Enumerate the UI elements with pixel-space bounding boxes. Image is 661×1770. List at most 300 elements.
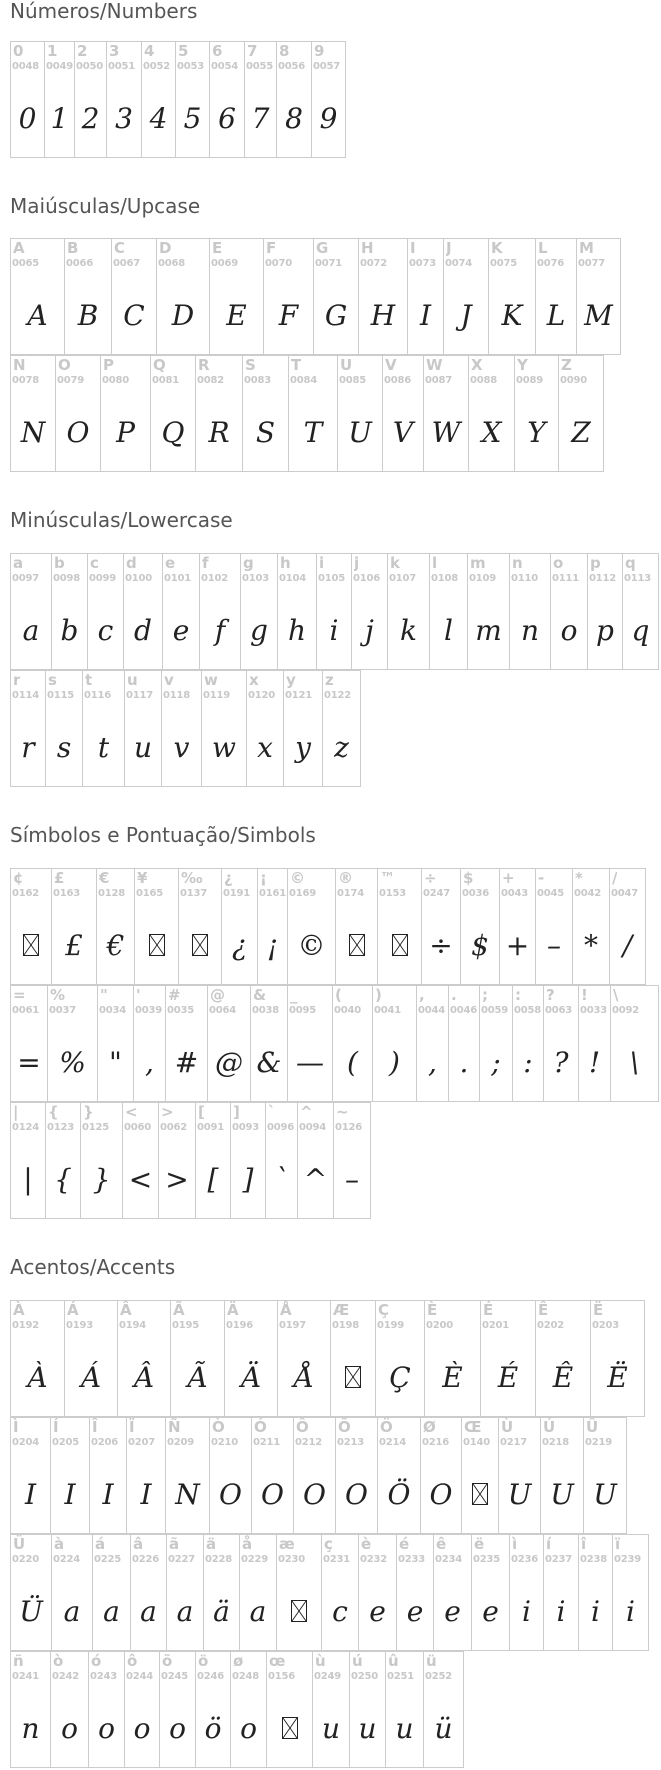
character-code: 0225 bbox=[94, 1554, 122, 1565]
character-label: ! bbox=[581, 986, 588, 1004]
character-label: } bbox=[83, 1103, 94, 1121]
glyph-cell bbox=[382, 355, 424, 472]
glyph-sample: \ bbox=[629, 1045, 640, 1079]
glyph-cell bbox=[330, 1300, 376, 1417]
missing-glyph-icon bbox=[336, 915, 377, 975]
glyph-sample: . bbox=[459, 1045, 469, 1079]
glyph-cell bbox=[514, 355, 559, 472]
character-label: à bbox=[54, 1535, 65, 1553]
character-code: 0035 bbox=[167, 1005, 195, 1016]
glyph-sample: c bbox=[97, 613, 114, 647]
character-label: u bbox=[127, 671, 138, 689]
glyph-row bbox=[10, 1417, 648, 1534]
glyph-cell bbox=[244, 41, 277, 158]
character-label: b bbox=[54, 554, 65, 572]
glyph-row bbox=[10, 868, 658, 985]
glyph-cell bbox=[288, 355, 338, 472]
character-label: 2 bbox=[77, 42, 88, 60]
glyph-sample: @ bbox=[215, 1045, 243, 1079]
character-code: 0060 bbox=[124, 1122, 152, 1133]
glyph-sample: ! bbox=[588, 1045, 601, 1079]
glyph-sample: Â bbox=[133, 1360, 155, 1394]
character-code: 0086 bbox=[384, 375, 412, 386]
glyph-cell bbox=[96, 868, 135, 985]
glyph-cell bbox=[209, 1417, 252, 1534]
glyph-sample: É bbox=[497, 1360, 519, 1394]
glyph-sample: y bbox=[295, 730, 311, 764]
glyph-cell bbox=[587, 553, 623, 670]
glyph-cell bbox=[396, 1534, 434, 1651]
glyph-sample: a bbox=[63, 1594, 81, 1628]
character-code: 0054 bbox=[211, 61, 239, 72]
character-label: O bbox=[58, 356, 71, 374]
glyph-sample: 5 bbox=[183, 101, 202, 135]
character-label: ÷ bbox=[424, 869, 437, 887]
glyph-cell bbox=[88, 1651, 125, 1768]
character-code: 0051 bbox=[108, 61, 136, 72]
character-label: Á bbox=[67, 1301, 79, 1319]
character-label: # bbox=[168, 986, 181, 1004]
character-label: ¿ bbox=[224, 869, 233, 887]
character-code: 0037 bbox=[49, 1005, 77, 1016]
character-label: G bbox=[316, 239, 329, 257]
section-title-upcase: Maiúsculas/Upcase bbox=[10, 194, 201, 218]
glyph-sample: 3 bbox=[115, 101, 133, 135]
character-label: é bbox=[399, 1535, 410, 1553]
glyph-sample: Ö bbox=[387, 1477, 411, 1511]
glyph-cell bbox=[283, 670, 323, 787]
character-label: Ø bbox=[423, 1418, 436, 1436]
glyph-cell bbox=[44, 41, 75, 158]
glyph-cell bbox=[358, 1534, 397, 1651]
glyph-sample: ` bbox=[274, 1162, 289, 1196]
character-label: ` bbox=[268, 1103, 276, 1121]
glyph-sample: g bbox=[250, 613, 268, 647]
character-label: Ç bbox=[378, 1301, 390, 1319]
glyph-sample: % bbox=[59, 1045, 86, 1079]
character-code: 0049 bbox=[46, 61, 74, 72]
character-label: 0 bbox=[13, 42, 24, 60]
character-code: 0201 bbox=[482, 1320, 510, 1331]
character-label: ~ bbox=[336, 1103, 349, 1121]
glyph-sample: u bbox=[133, 730, 153, 764]
glyph-sample: W bbox=[431, 415, 461, 449]
glyph-cell bbox=[130, 1534, 167, 1651]
character-label: g bbox=[243, 554, 254, 572]
glyph-sample: Z bbox=[571, 415, 591, 449]
glyph-cell bbox=[349, 1651, 386, 1768]
glyph-sample: ; bbox=[491, 1045, 501, 1079]
glyph-cell bbox=[321, 1534, 359, 1651]
character-code: 0114 bbox=[12, 690, 40, 701]
glyph-sample: h bbox=[287, 613, 307, 647]
character-label: ¡ bbox=[260, 869, 267, 887]
character-code: 0153 bbox=[379, 888, 407, 899]
glyph-sample: n bbox=[21, 1711, 40, 1745]
glyph-sample: K bbox=[501, 298, 523, 332]
character-label: p bbox=[590, 554, 601, 572]
character-label: o bbox=[553, 554, 564, 572]
character-code: 0122 bbox=[324, 690, 352, 701]
glyph-cell bbox=[126, 1417, 166, 1534]
character-code: 0112 bbox=[589, 573, 617, 584]
character-code: 0047 bbox=[611, 888, 639, 899]
section-title-accents: Acentos/Accents bbox=[10, 1255, 176, 1279]
character-code: 0102 bbox=[201, 573, 229, 584]
character-code: 0068 bbox=[158, 258, 186, 269]
glyph-sample: V bbox=[392, 415, 414, 449]
character-code: 0097 bbox=[12, 573, 40, 584]
glyph-cell bbox=[159, 1651, 196, 1768]
character-code: 0232 bbox=[360, 1554, 388, 1565]
character-label: @ bbox=[210, 986, 225, 1004]
glyph-cell bbox=[276, 41, 312, 158]
character-code: 0040 bbox=[334, 1005, 362, 1016]
character-label: € bbox=[99, 869, 110, 887]
character-code: 0071 bbox=[315, 258, 343, 269]
character-label: 4 bbox=[144, 42, 155, 60]
character-label: Ï bbox=[129, 1418, 135, 1436]
glyph-sample: t bbox=[97, 730, 110, 764]
glyph-cell bbox=[423, 1651, 464, 1768]
character-label: ó bbox=[91, 1652, 102, 1670]
glyph-row bbox=[10, 1651, 648, 1768]
glyph-sample: * bbox=[584, 928, 598, 962]
character-label: Î bbox=[92, 1418, 98, 1436]
character-code: 0109 bbox=[469, 573, 497, 584]
glyph-sample: ) bbox=[389, 1045, 400, 1079]
glyph-sample: [ bbox=[207, 1162, 219, 1196]
character-code: 0244 bbox=[126, 1671, 154, 1682]
character-code: 0203 bbox=[592, 1320, 620, 1331]
character-code: 0084 bbox=[290, 375, 318, 386]
character-label: F bbox=[266, 239, 277, 257]
glyph-sample: q bbox=[631, 613, 650, 647]
section-title-numbers: Números/Numbers bbox=[10, 0, 198, 23]
character-code: 0061 bbox=[12, 1005, 40, 1016]
glyph-row bbox=[10, 1102, 658, 1219]
character-label: 7 bbox=[247, 42, 258, 60]
glyph-sample: 9 bbox=[319, 101, 338, 135]
character-label: v bbox=[164, 671, 174, 689]
character-code: 0036 bbox=[462, 888, 490, 899]
character-code: 0057 bbox=[313, 61, 341, 72]
character-label: * bbox=[575, 869, 583, 887]
glyph-sample: o bbox=[98, 1711, 115, 1745]
character-label: ú bbox=[352, 1652, 363, 1670]
character-label: ™ bbox=[380, 869, 395, 887]
character-code: 0108 bbox=[431, 573, 459, 584]
character-label: T bbox=[291, 356, 302, 374]
glyph-cell bbox=[209, 41, 245, 158]
character-label: A bbox=[13, 239, 25, 257]
glyph-cell bbox=[535, 868, 573, 985]
character-label: É bbox=[483, 1301, 494, 1319]
glyph-sample: e bbox=[172, 613, 190, 647]
character-code: 0216 bbox=[422, 1437, 450, 1448]
character-code: 0237 bbox=[545, 1554, 573, 1565]
character-label: Ù bbox=[501, 1418, 514, 1436]
character-label: W bbox=[426, 356, 443, 374]
glyph-row bbox=[10, 1534, 648, 1651]
character-label: Ä bbox=[227, 1301, 239, 1319]
character-code: 0227 bbox=[168, 1554, 196, 1565]
character-code: 0033 bbox=[580, 1005, 608, 1016]
glyph-cell bbox=[195, 1102, 231, 1219]
glyph-sample: x bbox=[257, 730, 273, 764]
character-label: ' bbox=[136, 986, 141, 1004]
character-code: 0101 bbox=[164, 573, 192, 584]
glyph-sample: # bbox=[174, 1045, 199, 1079]
glyph-cell bbox=[199, 553, 241, 670]
character-label: À bbox=[13, 1301, 25, 1319]
glyph-cell bbox=[480, 1300, 536, 1417]
glyph-sample: T bbox=[303, 415, 323, 449]
character-code: 0038 bbox=[252, 1005, 280, 1016]
character-code: 0193 bbox=[66, 1320, 94, 1331]
character-code: 0066 bbox=[66, 258, 94, 269]
glyph-row bbox=[10, 670, 658, 787]
glyph-cell bbox=[106, 41, 142, 158]
character-label: á bbox=[95, 1535, 106, 1553]
glyph-sample: | bbox=[23, 1162, 33, 1196]
character-code: 0140 bbox=[463, 1437, 491, 1448]
glyph-cell bbox=[471, 1534, 510, 1651]
character-label: f bbox=[202, 554, 209, 572]
glyph-sample: D bbox=[171, 298, 195, 332]
glyph-cell bbox=[322, 670, 361, 787]
symbols-grid bbox=[10, 868, 658, 1219]
glyph-sample: B bbox=[77, 298, 99, 332]
character-label: â bbox=[133, 1535, 144, 1553]
character-label: M bbox=[579, 239, 594, 257]
glyph-cell bbox=[195, 1651, 231, 1768]
character-code: 0121 bbox=[285, 690, 313, 701]
glyph-cell bbox=[166, 1534, 204, 1651]
glyph-sample: Ç bbox=[389, 1360, 411, 1394]
glyph-sample: R bbox=[208, 415, 230, 449]
character-code: 0113 bbox=[624, 573, 652, 584]
glyph-sample: M bbox=[584, 298, 613, 332]
glyph-cell bbox=[257, 868, 288, 985]
character-code: 0070 bbox=[265, 258, 293, 269]
glyph-cell bbox=[375, 1300, 425, 1417]
glyph-sample: > bbox=[165, 1162, 189, 1196]
character-code: 0055 bbox=[246, 61, 274, 72]
character-code: 0230 bbox=[278, 1554, 306, 1565]
glyph-cell bbox=[372, 985, 417, 1102]
glyph-cell bbox=[97, 985, 134, 1102]
glyph-cell bbox=[10, 670, 46, 787]
section-title-symbols: Símbolos e Pontuação/Simbols bbox=[10, 823, 316, 847]
glyph-cell bbox=[263, 238, 314, 355]
character-code: 0123 bbox=[47, 1122, 75, 1133]
character-label: î bbox=[581, 1535, 587, 1553]
character-label: + bbox=[502, 869, 515, 887]
character-label: Ì bbox=[13, 1418, 19, 1436]
glyph-sample: — bbox=[296, 1045, 324, 1079]
character-label: Q bbox=[153, 356, 166, 374]
glyph-sample: Ã bbox=[187, 1360, 208, 1394]
missing-glyph-icon bbox=[135, 915, 178, 975]
glyph-sample: 8 bbox=[285, 101, 303, 135]
glyph-cell bbox=[195, 355, 243, 472]
glyph-cell bbox=[100, 355, 151, 472]
character-code: 0219 bbox=[585, 1437, 613, 1448]
glyph-cell bbox=[207, 985, 251, 1102]
glyph-cell bbox=[333, 1102, 371, 1219]
glyph-sample: e bbox=[369, 1594, 386, 1628]
character-code: 0217 bbox=[500, 1437, 528, 1448]
glyph-row bbox=[10, 238, 620, 355]
glyph-cell bbox=[448, 985, 480, 1102]
glyph-sample: C bbox=[123, 298, 145, 332]
character-label: w bbox=[204, 671, 218, 689]
character-label: Â bbox=[120, 1301, 132, 1319]
glyph-cell bbox=[461, 1417, 499, 1534]
glyph-cell bbox=[509, 1534, 544, 1651]
character-label: ^ bbox=[300, 1103, 313, 1121]
character-label: D bbox=[159, 239, 172, 257]
glyph-cell bbox=[311, 41, 346, 158]
character-code: 0046 bbox=[450, 1005, 478, 1016]
glyph-cell bbox=[150, 355, 196, 472]
glyph-cell bbox=[201, 670, 247, 787]
character-label: ä bbox=[206, 1535, 217, 1553]
glyph-cell bbox=[612, 1534, 649, 1651]
character-label: ì bbox=[512, 1535, 518, 1553]
character-code: 0094 bbox=[299, 1122, 327, 1133]
character-code: 0238 bbox=[580, 1554, 608, 1565]
character-label: \ bbox=[613, 986, 619, 1004]
glyph-sample: o bbox=[133, 1711, 151, 1745]
glyph-cell bbox=[10, 355, 56, 472]
glyph-sample: = bbox=[17, 1045, 41, 1079]
glyph-cell bbox=[479, 985, 513, 1102]
glyph-cell bbox=[221, 868, 258, 985]
glyph-sample: Y bbox=[527, 415, 546, 449]
character-code: 0204 bbox=[12, 1437, 40, 1448]
character-code: 0247 bbox=[423, 888, 451, 899]
character-code: 0044 bbox=[418, 1005, 446, 1016]
character-code: 0089 bbox=[516, 375, 544, 386]
character-label: m bbox=[470, 554, 486, 572]
character-label: õ bbox=[162, 1652, 173, 1670]
glyph-row bbox=[10, 1300, 648, 1417]
glyph-cell bbox=[429, 553, 468, 670]
character-label: Ñ bbox=[168, 1418, 181, 1436]
glyph-sample: À bbox=[27, 1360, 48, 1394]
character-label: U bbox=[340, 356, 353, 374]
glyph-sample: I bbox=[419, 298, 432, 332]
glyph-cell bbox=[287, 868, 336, 985]
glyph-sample: + bbox=[505, 928, 530, 962]
character-label: £ bbox=[54, 869, 65, 887]
glyph-sample: $ bbox=[471, 928, 489, 962]
character-label: q bbox=[625, 554, 636, 572]
glyph-cell bbox=[47, 985, 98, 1102]
character-code: 0118 bbox=[163, 690, 191, 701]
character-label: B bbox=[67, 239, 79, 257]
character-code: 0059 bbox=[481, 1005, 509, 1016]
character-label: C bbox=[114, 239, 126, 257]
character-code: 0194 bbox=[119, 1320, 147, 1331]
glyph-sample: E bbox=[226, 298, 247, 332]
glyph-cell bbox=[74, 41, 107, 158]
character-code: 0239 bbox=[614, 1554, 642, 1565]
glyph-cell bbox=[10, 553, 52, 670]
character-code: 0231 bbox=[323, 1554, 351, 1565]
character-label: z bbox=[325, 671, 334, 689]
character-code: 0192 bbox=[12, 1320, 40, 1331]
glyph-sample: £ bbox=[65, 928, 83, 962]
character-code: 0077 bbox=[578, 258, 606, 269]
character-code: 0100 bbox=[125, 573, 153, 584]
glyph-sample: , bbox=[145, 1045, 154, 1079]
glyph-cell bbox=[134, 868, 179, 985]
character-label: Ë bbox=[593, 1301, 604, 1319]
character-code: 0064 bbox=[209, 1005, 237, 1016]
glyph-sample: m bbox=[475, 613, 502, 647]
glyph-cell bbox=[297, 1102, 334, 1219]
glyph-sample: I bbox=[102, 1477, 114, 1511]
character-label: ö bbox=[198, 1652, 209, 1670]
glyph-sample: O bbox=[429, 1477, 453, 1511]
character-label: ù bbox=[315, 1652, 326, 1670]
glyph-row bbox=[10, 985, 658, 1102]
glyph-sample: l bbox=[444, 613, 453, 647]
character-code: 0224 bbox=[53, 1554, 81, 1565]
character-label: ç bbox=[324, 1535, 333, 1553]
glyph-sample: c bbox=[332, 1594, 348, 1628]
character-code: 0241 bbox=[12, 1671, 40, 1682]
glyph-cell bbox=[230, 1102, 266, 1219]
character-label: y bbox=[286, 671, 296, 689]
character-code: 0053 bbox=[177, 61, 205, 72]
glyph-sample: : bbox=[523, 1045, 533, 1079]
character-label: ø bbox=[233, 1652, 244, 1670]
character-code: 0228 bbox=[205, 1554, 233, 1565]
glyph-row bbox=[10, 553, 658, 670]
upcase-grid bbox=[10, 238, 620, 472]
glyph-cell bbox=[209, 238, 264, 355]
glyph-cell bbox=[578, 1534, 613, 1651]
character-code: 0085 bbox=[339, 375, 367, 386]
character-code: 0161 bbox=[259, 888, 287, 899]
glyph-sample: L bbox=[546, 298, 566, 332]
glyph-sample: ÷ bbox=[429, 928, 453, 962]
glyph-sample: v bbox=[173, 730, 190, 764]
character-label: ¥ bbox=[137, 869, 148, 887]
glyph-sample: © bbox=[297, 928, 326, 962]
character-code: 0079 bbox=[57, 375, 85, 386]
character-code: 0165 bbox=[136, 888, 164, 899]
glyph-cell bbox=[622, 553, 659, 670]
glyph-cell bbox=[460, 868, 500, 985]
character-code: 0210 bbox=[211, 1437, 239, 1448]
glyph-cell bbox=[498, 1417, 541, 1534]
character-label: { bbox=[48, 1103, 59, 1121]
character-label: H bbox=[361, 239, 374, 257]
glyph-cell bbox=[578, 985, 611, 1102]
glyph-sample: 1 bbox=[50, 101, 69, 135]
glyph-sample: Å bbox=[293, 1360, 315, 1394]
character-code: 0103 bbox=[242, 573, 270, 584]
character-code: 0213 bbox=[337, 1437, 365, 1448]
character-label: | bbox=[13, 1103, 19, 1121]
character-label: ® bbox=[338, 869, 353, 887]
glyph-cell bbox=[509, 553, 551, 670]
